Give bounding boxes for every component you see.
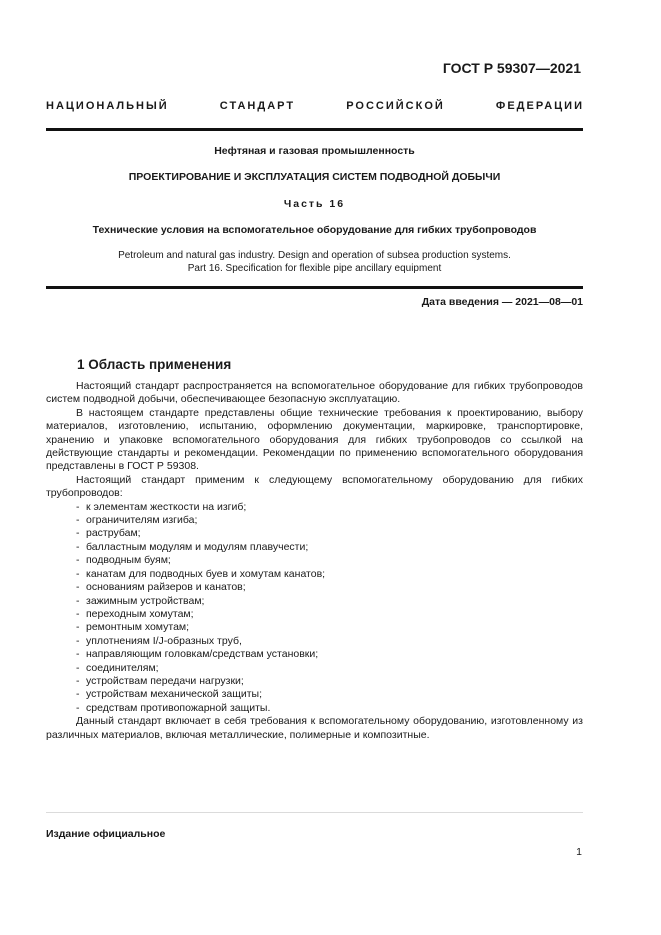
list-marker: - [76,688,80,701]
list-item: - зажимным устройствам; [76,594,205,607]
list-item: - основаниям райзеров и канатов; [76,581,246,594]
list-marker: - [76,634,80,647]
official-edition-label: Издание официальное [46,828,166,840]
list-item: - балластным модулям и модулям плавучести; [76,540,309,553]
national-standard-heading: НАЦИОНАЛЬНЫЙ СТАНДАРТ РОССИЙСКОЙ ФЕДЕРАЦИИ [46,100,584,112]
list-marker: - [76,648,80,661]
list-item: - ремонтным хомутам; [76,621,190,634]
main-title: ПРОЕКТИРОВАНИЕ И ЭКСПЛУАТАЦИЯ СИСТЕМ ПОДВОДНОЙ ДОБЫЧИ [128,171,501,183]
subtitle: Технические условия на вспомогательное оборудование для гибких трубопроводов [92,224,537,236]
footer-divider [46,812,583,813]
english-title-line-1: Petroleum and natural gas industry. Design and operation of subsea production systems. [118,250,511,261]
list-item: - канатам для подводных буев и хомутам канатов; [76,567,326,580]
list-marker: - [76,661,80,674]
introduction-date: Дата введения — 2021—08—01 [421,296,583,308]
list-item: - ограничителям изгиба; [76,514,198,527]
list-item: - устройствам механической защиты; [76,688,263,701]
list-item: - средствам противопожарной защиты. [76,701,271,714]
list-marker: - [76,581,80,594]
list-marker: - [76,500,80,513]
page-number: 1 [576,846,582,858]
document-code: ГОСТ Р 59307—2021 [442,60,581,76]
list-item: - устройствам передачи нагрузки; [76,674,244,687]
paragraph-scope: Настоящий стандарт распространяется на вспомогательное оборудование для гибких трубопроводов систем подводной добычи, обеспечивающее безопасную эксплуатацию. [46,380,583,406]
list-item: - переходным хомутам; [76,607,194,620]
list-marker: - [76,594,80,607]
list-item: - к элементам жесткости на изгиб; [76,500,247,513]
paragraph-applicability: Настоящий стандарт применим к следующему вспомогательному оборудованию для гибких трубопроводов: [46,473,583,500]
section-title: 1 Область применения [77,357,232,372]
paragraph-requirements: В настоящем стандарте представлены общие технические требования к проектированию, выбору материалов, изготовлению, испытанию, оформлению документации, маркировке, транспортировке, хранению и упаковке вспомогательного оборудования для гибких трубопроводов со ссылкой на действующие стандарты и рекомендации. Рекомендации по применению вспомогательного оборудования представлены в ГОСТ Р 59308. [46,406,583,473]
part-number: Часть 16 [283,198,346,210]
list-item: - уплотнениям I/J-образных труб, [76,634,242,647]
list-marker: - [76,527,80,540]
list-marker: - [76,540,80,553]
industry-line: Нефтяная и газовая промышленность [214,145,415,157]
paragraph-materials: Данный стандарт включает в себя требования к вспомогательному оборудованию, изготовленному из различных материалов, включая металлические, полимерные и композитные. [46,715,583,741]
section-body [46,380,583,742]
equipment-list [46,501,583,716]
list-marker: - [76,554,80,567]
list-marker: - [76,621,80,634]
list-item: - направляющим головкам/средствам установки; [76,648,319,661]
list-marker: - [76,701,80,714]
list-marker: - [76,607,80,620]
english-title [46,249,583,275]
top-rule [46,128,583,131]
list-marker: - [76,674,80,687]
list-marker: - [76,567,80,580]
english-title-line-2: Part 16. Specification for flexible pipe ancillary equipment [187,263,442,274]
title-bottom-rule [46,286,583,289]
list-marker: - [76,514,80,527]
list-item: - раструбам; [76,527,141,540]
list-item: - подводным буям; [76,554,171,567]
list-item: - соединителям; [76,661,159,674]
